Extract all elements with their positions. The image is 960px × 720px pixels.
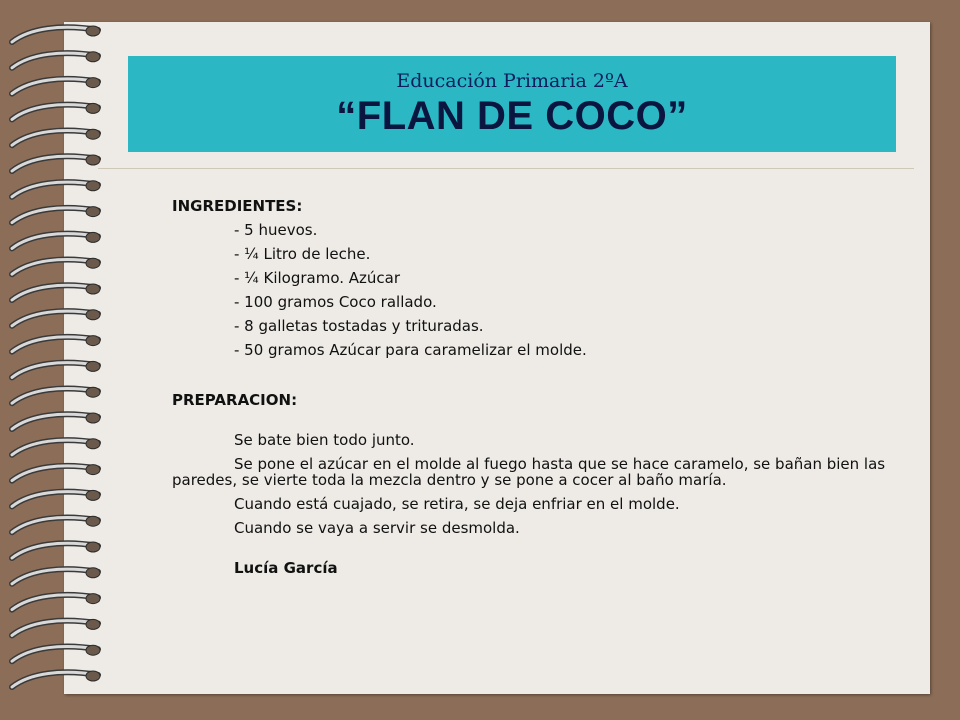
page-title: “FLAN DE COCO” — [336, 94, 688, 138]
ingredient-item: - 5 huevos. — [234, 221, 318, 239]
divider — [98, 168, 914, 169]
author-name: Lucía García — [234, 559, 338, 577]
banner-subtitle: Educación Primaria 2ºA — [396, 70, 628, 92]
ingredient-item: - ¼ Kilogramo. Azúcar — [234, 269, 401, 287]
preparation-step: Cuando está cuajado, se retira, se deja enfriar en el molde. — [234, 495, 680, 513]
preparation-step: Se pone el azúcar en el molde al fuego hasta que se hace caramelo, se bañan bien las paredes, se vierte toda la mezcla dentro y se pone a cocer al baño maría. — [172, 455, 886, 489]
ingredient-item: - ¼ Litro de leche. — [234, 245, 371, 263]
spiral-binding-icon — [0, 0, 120, 720]
ingredient-item: - 8 galletas tostadas y trituradas. — [234, 317, 484, 335]
preparation-step: Se bate bien todo junto. — [234, 431, 415, 449]
ingredients-heading: INGREDIENTES: — [172, 197, 303, 215]
ingredient-item: - 50 gramos Azúcar para caramelizar el molde. — [234, 341, 587, 359]
preparation-heading: PREPARACION: — [172, 391, 298, 409]
preparation-step: Cuando se vaya a servir se desmolda. — [234, 519, 520, 537]
ingredient-item: - 100 gramos Coco rallado. — [234, 293, 437, 311]
recipe-content — [172, 194, 888, 580]
title-banner — [128, 56, 896, 152]
